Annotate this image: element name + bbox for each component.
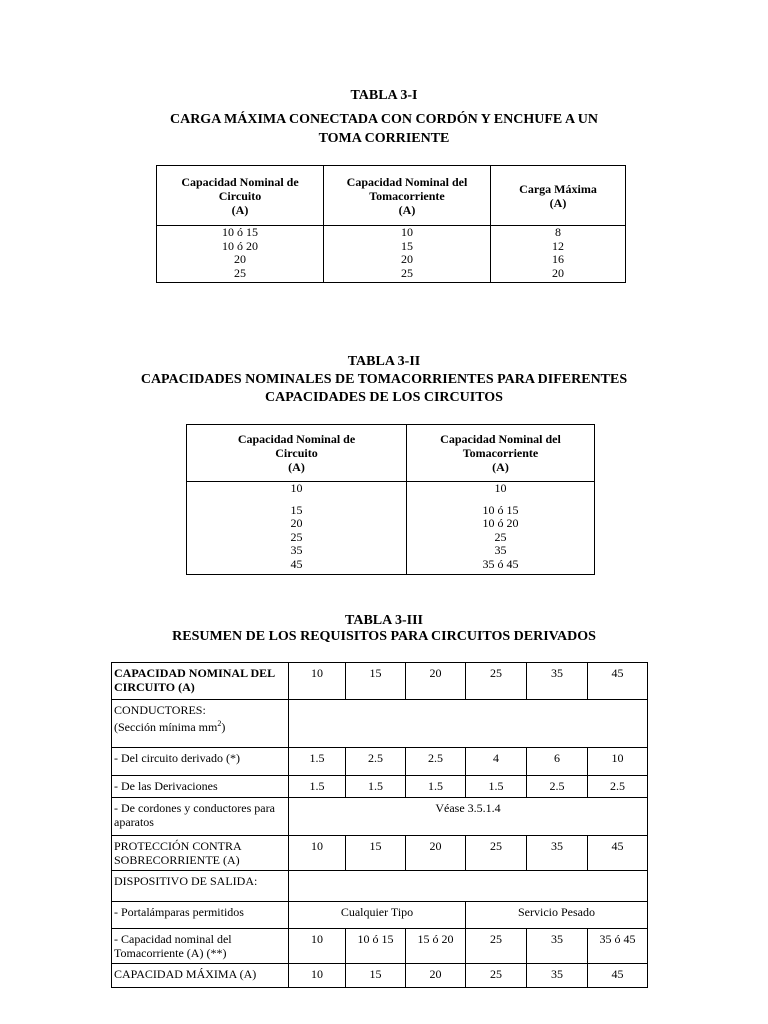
cell: 45 [588,663,648,700]
cell: 1.5 [289,748,346,776]
cell: 20 [406,663,466,700]
cell: 45 [588,964,648,988]
cell: 35 [527,663,588,700]
row-label: CAPACIDAD MÁXIMA (A) [112,964,289,988]
cell-cualquier-tipo: Cualquier Tipo [289,902,466,929]
cell: 15 ó 20 [406,929,466,964]
table3-row-cordones [112,798,648,836]
table3-row-tomacorriente [112,929,648,964]
table1 [156,165,626,283]
table1-col-outlet: 10 15 20 25 [324,226,491,283]
table2-header-circuit: Capacidad Nominal de Circuito (A) [187,425,407,482]
table1-title: TABLA 3-I [350,88,418,103]
cell: 25 [466,929,527,964]
cell: 45 [588,836,648,871]
table1-subtitle-line1: CARGA MÁXIMA CONECTADA CON CORDÓN Y ENCHUFE A UN [169,112,599,127]
table2-title: TABLA 3-II [347,354,421,369]
table3-row-dispositivo [112,871,648,902]
table2 [186,424,595,575]
cell: 20 [406,964,466,988]
row-label: CONDUCTORES: (Sección mínima $mm^2$) [112,700,289,748]
cell: 1.5 [406,776,466,798]
table3-row-portalamparas [112,902,648,929]
table3-row-capacidad [112,663,648,700]
cell: 25 [466,663,527,700]
cell: 1.5 [466,776,527,798]
cell: 4 [466,748,527,776]
table2-subtitle-line1: CAPACIDADES NOMINALES DE TOMACORRIENTES PARA DIFERENTES [140,372,628,387]
table3-title: TABLA 3-III [345,613,423,628]
cell: 2.5 [527,776,588,798]
cell: 25 [466,964,527,988]
table1-header-max-load: Carga Máxima (A) [491,166,626,226]
row-label: PROTECCIÓN CONTRA SOBRECORRIENTE (A) [112,836,289,871]
cell: 10 [588,748,648,776]
row-label: - Capacidad nominal del Tomacorriente (A) (**) [112,929,289,964]
table2-header-outlet: Capacidad Nominal del Tomacorriente (A) [407,425,595,482]
row-label: CAPACIDAD NOMINAL DEL CIRCUITO (A) [112,663,289,700]
cell: 35 [527,964,588,988]
table1-header-outlet: Capacidad Nominal del Tomacorriente (A) [324,166,491,226]
table3-row-derivaciones [112,776,648,798]
cell: 10 ó 15 [346,929,406,964]
cell-empty [289,871,648,902]
cell: 2.5 [406,748,466,776]
table1-subtitle-line2: TOMA CORRIENTE [318,131,450,146]
table3-subtitle: RESUMEN DE LOS REQUISITOS PARA CIRCUITOS DERIVADOS [172,629,596,644]
row-label: DISPOSITIVO DE SALIDA: [112,871,289,902]
cell: 10 [289,836,346,871]
cell: 15 [346,964,406,988]
cell-empty [289,700,648,748]
table3-row-derivado [112,748,648,776]
table2-subtitle-line2: CAPACIDADES DE LOS CIRCUITOS [265,390,503,405]
row-label: - De las Derivaciones [112,776,289,798]
row-label: - Portalámparas permitidos [112,902,289,929]
cell: 35 [527,929,588,964]
table3 [111,662,648,988]
table2-col-outlet: 10 10 ó 15 10 ó 20 25 35 35 ó 45 [407,482,595,575]
cell: 2.5 [346,748,406,776]
cell: 10 [289,929,346,964]
table3-row-maxima [112,964,648,988]
cell-servicio-pesado: Servicio Pesado [466,902,648,929]
table1-col-circuit: 10 ó 15 10 ó 20 20 25 [157,226,324,283]
table2-col-circuit: 10 15 20 25 35 45 [187,482,407,575]
cell: 1.5 [289,776,346,798]
cell: 35 ó 45 [588,929,648,964]
table1-col-max-load: 8 12 16 20 [491,226,626,283]
table3-row-proteccion [112,836,648,871]
row-label: - Del circuito derivado (*) [112,748,289,776]
table3-row-conductores [112,700,648,748]
row-label: - De cordones y conductores para aparatos [112,798,289,836]
cell-vease: Véase 3.5.1.4 [289,798,648,836]
cell: 35 [527,836,588,871]
cell: 20 [406,836,466,871]
cell: 10 [289,663,346,700]
cell: 25 [466,836,527,871]
cell: 10 [289,964,346,988]
table1-header-circuit: Capacidad Nominal de Circuito (A) [157,166,324,226]
cell: 6 [527,748,588,776]
cell: 15 [346,836,406,871]
cell: 15 [346,663,406,700]
cell: 2.5 [588,776,648,798]
cell: 1.5 [346,776,406,798]
